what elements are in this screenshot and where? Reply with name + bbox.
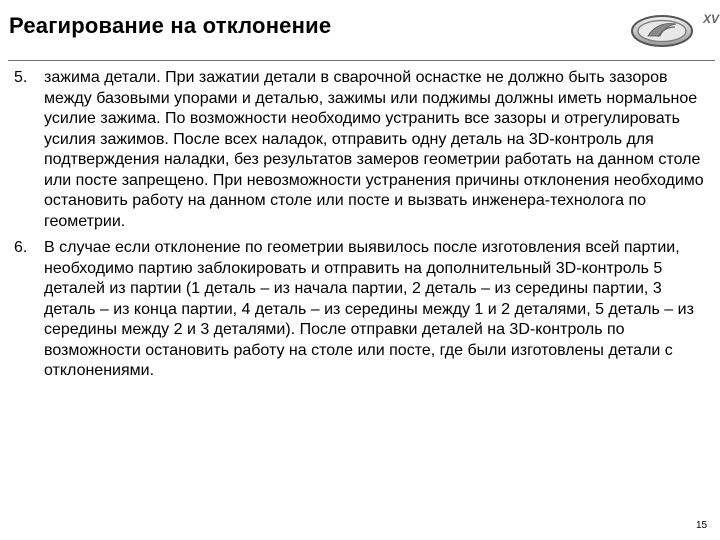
- slide-body: [14, 68, 710, 388]
- list-text: зажима детали. При зажатии детали в сварочной оснастке не должно быть зазоров между базовыми упорами и деталью, зажимы или поджимы должны иметь нормальное усилие зажима. По возможности необходимо устранить все зазоры и отрегулировать усилия зажимов. После всех наладок, отправить одну деталь на 3D-контроль для подтверждения наладки, без результатов замеров геометрии работать на данном столе или посте запрещено. При невозможности устранения причины отклонения необходимо остановить работу на данном столе или посте и вызвать инженера-технолога по геометрии.: [44, 69, 704, 230]
- slide-header: [0, 0, 720, 60]
- list-item-6: [14, 238, 710, 382]
- lada-logo-icon: [628, 6, 720, 50]
- list-text: В случае если отклонение по геометрии выявилось после изготовления всей партии, необходимо партию заблокировать и отправить на дополнительный 3D-контроль 5 деталей из партии (1 деталь – из начала партии, 2 деталь – из середины партии, 3 деталь – из конца партии, 4 деталь – из середины между 1 и 2 деталями, 5 деталь – из середины между 2 и 3 деталями). После отправки деталей на 3D-контроль по возможности остановить работу на столе или посте, где были изготовлены детали с отклонениями.: [44, 239, 694, 379]
- page-number: 15: [696, 520, 708, 531]
- title-divider: [8, 60, 715, 61]
- list-item-5: [14, 68, 710, 232]
- list-number: 6.: [14, 239, 28, 256]
- brand-logo: [628, 6, 720, 50]
- page-title: Реагирование на отклонение: [9, 13, 332, 38]
- svg-text:XV: XV: [703, 12, 720, 26]
- list-number: 5.: [14, 69, 28, 86]
